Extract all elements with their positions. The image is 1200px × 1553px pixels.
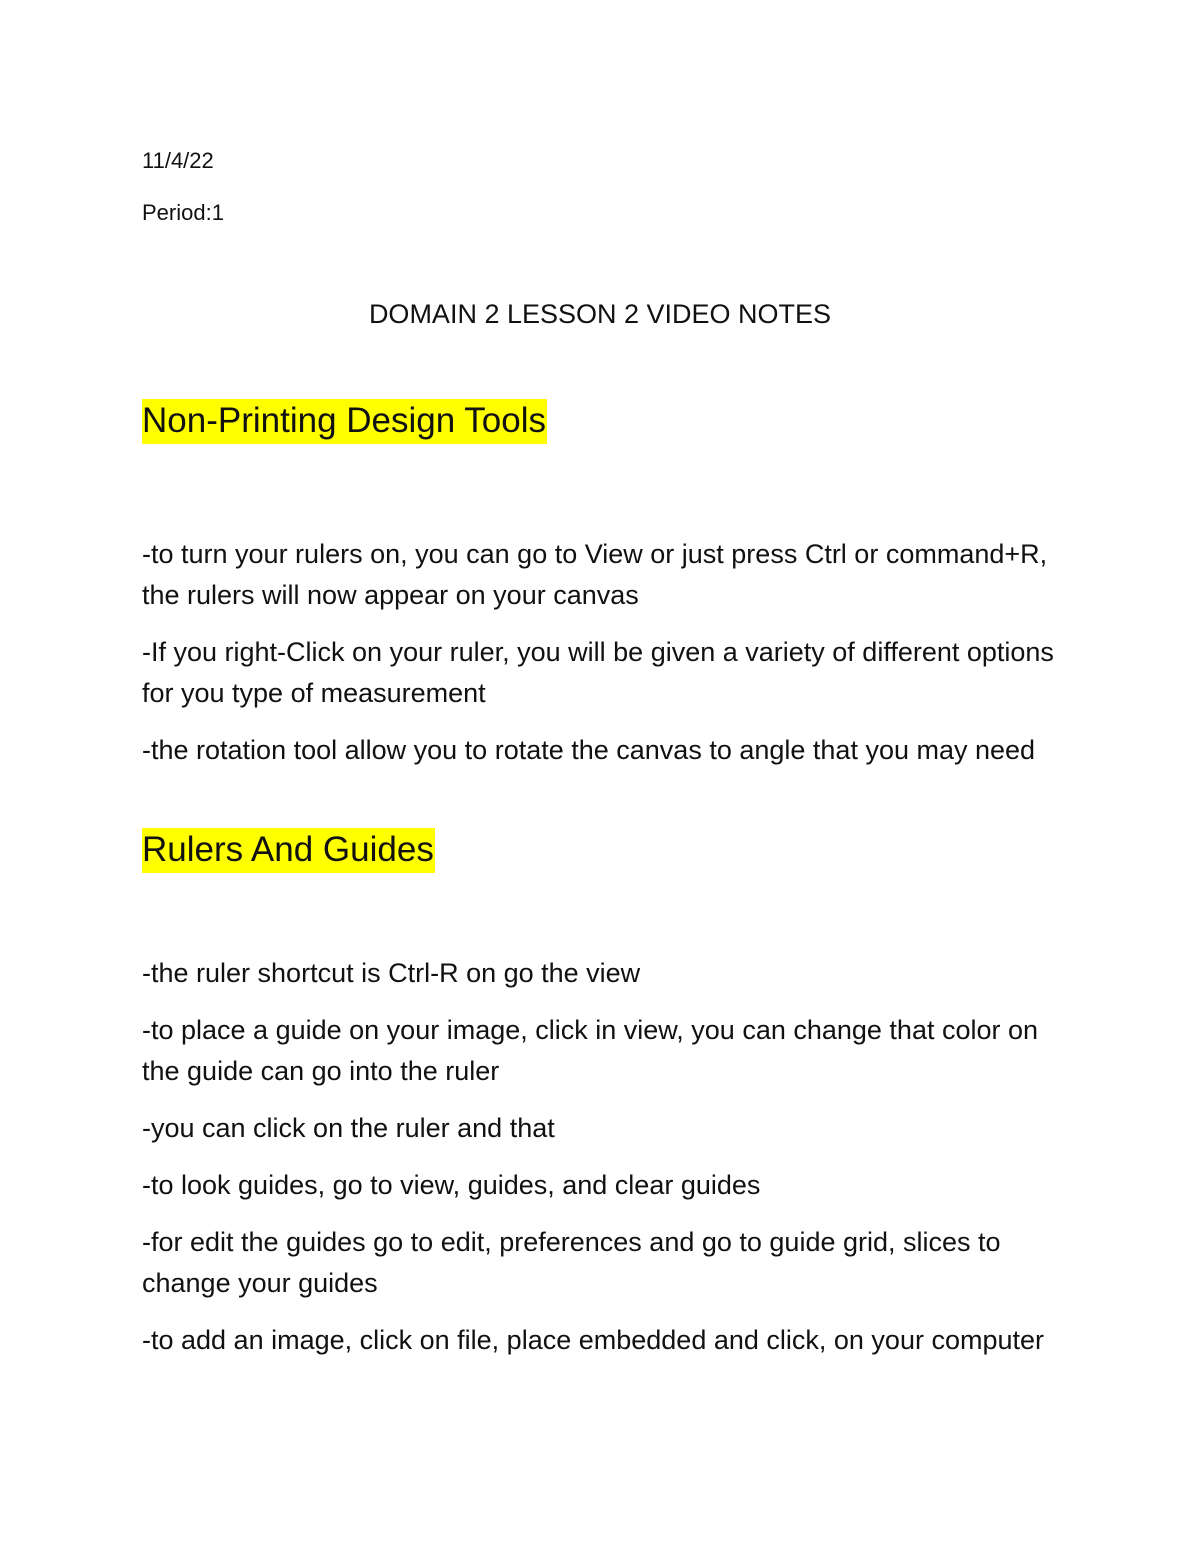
document-title: DOMAIN 2 LESSON 2 VIDEO NOTES bbox=[368, 299, 832, 329]
section-heading-non-printing-design-tools bbox=[142, 399, 547, 443]
section-heading-rulers-and-guides bbox=[142, 828, 435, 872]
notes-list-non-printing-design-tools bbox=[142, 534, 1062, 787]
notes-list-rulers-and-guides bbox=[142, 953, 1062, 1377]
note-item: -to place a guide on your image, click in view, you can change that color on the guide can go into the ruler bbox=[142, 1015, 1039, 1086]
period-line: Period:1 bbox=[142, 200, 224, 225]
date-line: 11/4/22 bbox=[142, 148, 214, 173]
highlighted-heading-text: Non-Printing Design Tools bbox=[142, 399, 547, 444]
note-item: -If you right-Click on your ruler, you will be given a variety of different options for you type of measurement bbox=[142, 637, 1054, 708]
note-item: -the rotation tool allow you to rotate the canvas to angle that you may need bbox=[142, 735, 1036, 765]
note-item: -to turn your rulers on, you can go to View or just press Ctrl or command+R, the rulers will now appear on your canvas bbox=[142, 539, 1048, 610]
note-item: -you can click on the ruler and that bbox=[142, 1113, 555, 1143]
note-item: -for edit the guides go to edit, preferences and go to guide grid, slices to change your guides bbox=[142, 1227, 1001, 1298]
highlighted-heading-text: Rulers And Guides bbox=[142, 828, 435, 873]
note-item: -the ruler shortcut is Ctrl-R on go the view bbox=[142, 958, 641, 988]
note-item: -to look guides, go to view, guides, and clear guides bbox=[142, 1170, 761, 1200]
note-item: -to add an image, click on file, place embedded and click, on your computer bbox=[142, 1325, 1044, 1355]
